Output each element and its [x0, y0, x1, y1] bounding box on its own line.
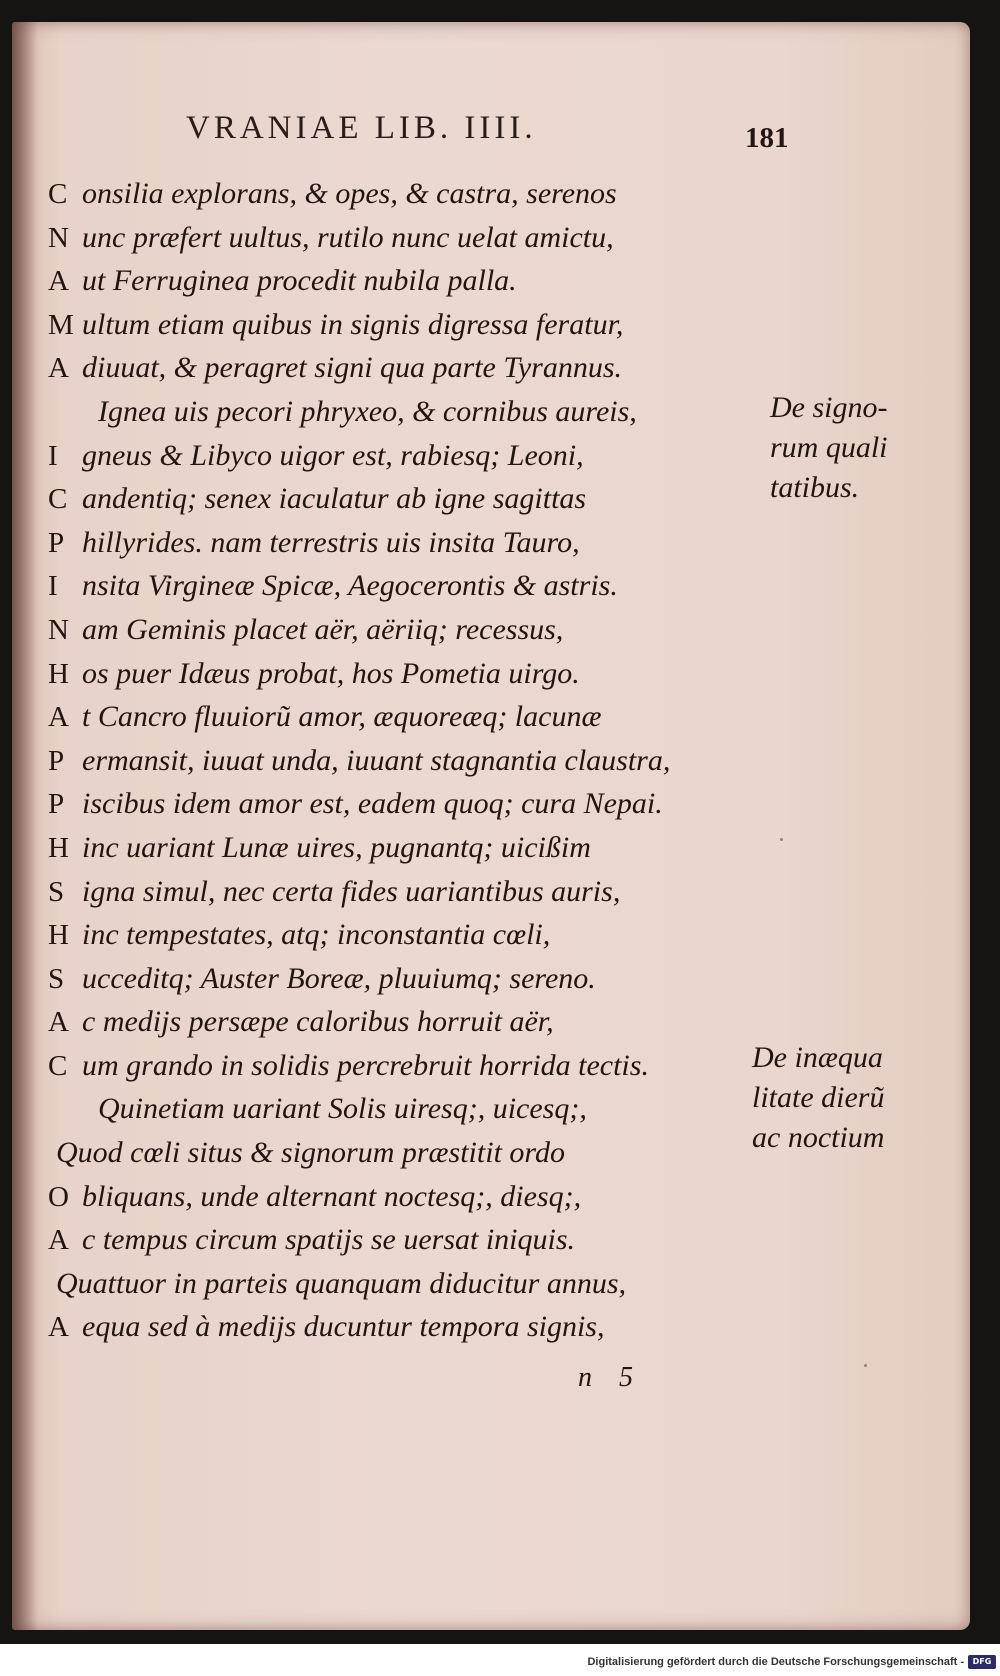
marginal-line: ac noctium — [752, 1121, 885, 1154]
verse-line — [48, 216, 748, 260]
verse-line — [48, 1131, 748, 1175]
verse-text: ermansit, iuuat unda, iuuant stagnantia claustra, — [82, 743, 671, 777]
verse-line — [48, 957, 748, 1001]
verse-line — [48, 608, 748, 652]
verse-text: inc tempestates, atq; inconstantia cœli, — [82, 918, 551, 952]
verse-line — [48, 390, 748, 434]
verse-text: Quattuor in parteis quanquam diducitur annus, — [56, 1266, 627, 1300]
verse-initial: S — [48, 875, 65, 908]
verse-line — [48, 652, 748, 696]
verse-line — [48, 826, 748, 870]
verse-text: am Geminis placet aër, aëriiq; recessus, — [82, 612, 564, 646]
verse-text: nsita Virgineæ Spicæ, Aegocerontis & astris. — [82, 569, 618, 603]
verse-line — [48, 1262, 748, 1306]
verse-initial: P — [48, 788, 65, 821]
marginal-line: De inæqua — [752, 1041, 883, 1074]
verse-initial: O — [48, 1180, 69, 1213]
verse-line — [48, 695, 748, 739]
verse-text: um grando in solidis percrebruit horrida tectis. — [82, 1048, 649, 1082]
verse-line — [48, 259, 748, 303]
verse-initial: M — [48, 308, 74, 341]
verse-initial: A — [48, 1006, 69, 1039]
verse-line — [48, 870, 748, 914]
verse-line — [48, 303, 748, 347]
verse-text: Quod cœli situs & signorum præstitit ordo — [56, 1136, 565, 1170]
verse-text: c tempus circum spatijs se uersat iniquis. — [82, 1223, 576, 1257]
verse-initial: H — [48, 919, 69, 952]
verse-text: t Cancro fluuiorũ amor, æquoreæq; lacunæ — [82, 700, 602, 734]
verse-text: unc præfert uultus, rutilo nunc uelat amictu, — [82, 220, 614, 254]
marginal-line: tatibus. — [770, 471, 860, 504]
verse-text: igna simul, nec certa fides uariantibus auris, — [82, 874, 621, 908]
verse-line — [48, 564, 748, 608]
verse-text: ut Ferruginea procedit nubila palla. — [82, 264, 517, 298]
verse-line — [48, 1175, 748, 1219]
verse-text: hillyrides. nam terrestris uis insita Tauro, — [82, 525, 580, 559]
verse-line — [48, 1087, 748, 1131]
page-gutter-shadow — [12, 22, 38, 1630]
verse-line — [48, 477, 748, 521]
verse-text: ultum etiam quibus in signis digressa feratur, — [82, 307, 624, 341]
verse-initial: C — [48, 1049, 68, 1082]
verse-initial: N — [48, 613, 69, 646]
verse-text: iscibus idem amor est, eadem quoq; cura Nepai. — [82, 787, 663, 821]
verse-initial: I — [48, 570, 58, 603]
verse-text: bliquans, unde alternant noctesq;, diesq;, — [82, 1179, 582, 1213]
verse-line — [48, 1218, 748, 1262]
verse-line — [48, 739, 748, 783]
running-head: VRANIAE LIB. IIII. — [186, 110, 537, 146]
paper-speck — [780, 838, 783, 841]
verse-list — [48, 172, 748, 1349]
verse-line — [48, 913, 748, 957]
verse-line — [48, 782, 748, 826]
verse-text: andentiq; senex iaculatur ab igne sagittas — [82, 482, 587, 516]
verse-initial: C — [48, 483, 68, 516]
marginal-line: rum quali — [770, 431, 888, 464]
marginal-note-day-night — [752, 1038, 884, 1158]
verse-initial: C — [48, 178, 68, 210]
verse-initial: P — [48, 744, 65, 777]
verse-line — [48, 346, 748, 390]
verse-initial: I — [48, 439, 58, 472]
verse-text: onsilia explorans, & opes, & castra, serenos — [82, 177, 617, 210]
verse-line — [48, 434, 748, 478]
funding-credit: Digitalisierung gefördert durch die Deutsche Forschungsgemeinschaft - — [587, 1656, 964, 1668]
verse-text: Quinetiam uariant Solis uiresq;, uicesq;, — [98, 1092, 587, 1126]
verse-text: Ignea uis pecori phryxeo, & cornibus aureis, — [98, 394, 637, 428]
verse-initial: P — [48, 526, 65, 559]
folio-number: 181 — [745, 122, 789, 154]
signature-mark: n 5 — [578, 1362, 643, 1393]
book-page — [12, 22, 970, 1630]
verse-initial: A — [48, 265, 69, 298]
verse-text: c medijs persæpe caloribus horruit aër, — [82, 1005, 554, 1039]
verse-initial: A — [48, 1311, 69, 1344]
verse-text: ucceditq; Auster Boreæ, pluuiumq; sereno. — [82, 961, 596, 995]
marginal-note-qualities — [770, 388, 888, 508]
verse-text: inc uariant Lunæ uires, pugnantq; uicißim — [82, 830, 591, 864]
verse-line — [48, 172, 748, 216]
marginal-line: litate dierũ — [752, 1081, 885, 1114]
verse-line — [48, 521, 748, 565]
marginal-line: De signo- — [770, 391, 888, 424]
verse-line — [48, 1044, 748, 1088]
verse-initial: H — [48, 657, 69, 690]
verse-initial: A — [48, 701, 69, 734]
verse-text: equa sed à medijs ducuntur tempora signis, — [82, 1310, 605, 1344]
verse-line — [48, 1000, 748, 1044]
verse-initial: A — [48, 352, 69, 385]
paper-speck — [864, 1364, 867, 1367]
verse-text: gneus & Libyco uigor est, rabiesq; Leoni, — [82, 438, 584, 472]
verse-text: diuuat, & peragret signi qua parte Tyrannus. — [82, 351, 622, 385]
verse-initial: A — [48, 1224, 69, 1257]
verse-initial: N — [48, 221, 69, 254]
verse-text: os puer Idæus probat, hos Pometia uirgo. — [82, 656, 580, 690]
verse-initial: H — [48, 831, 69, 864]
footer-bar — [0, 1648, 1000, 1676]
verse-initial: S — [48, 962, 65, 995]
dfg-logo-icon: DFG — [968, 1655, 996, 1669]
verse-line — [48, 1305, 748, 1349]
